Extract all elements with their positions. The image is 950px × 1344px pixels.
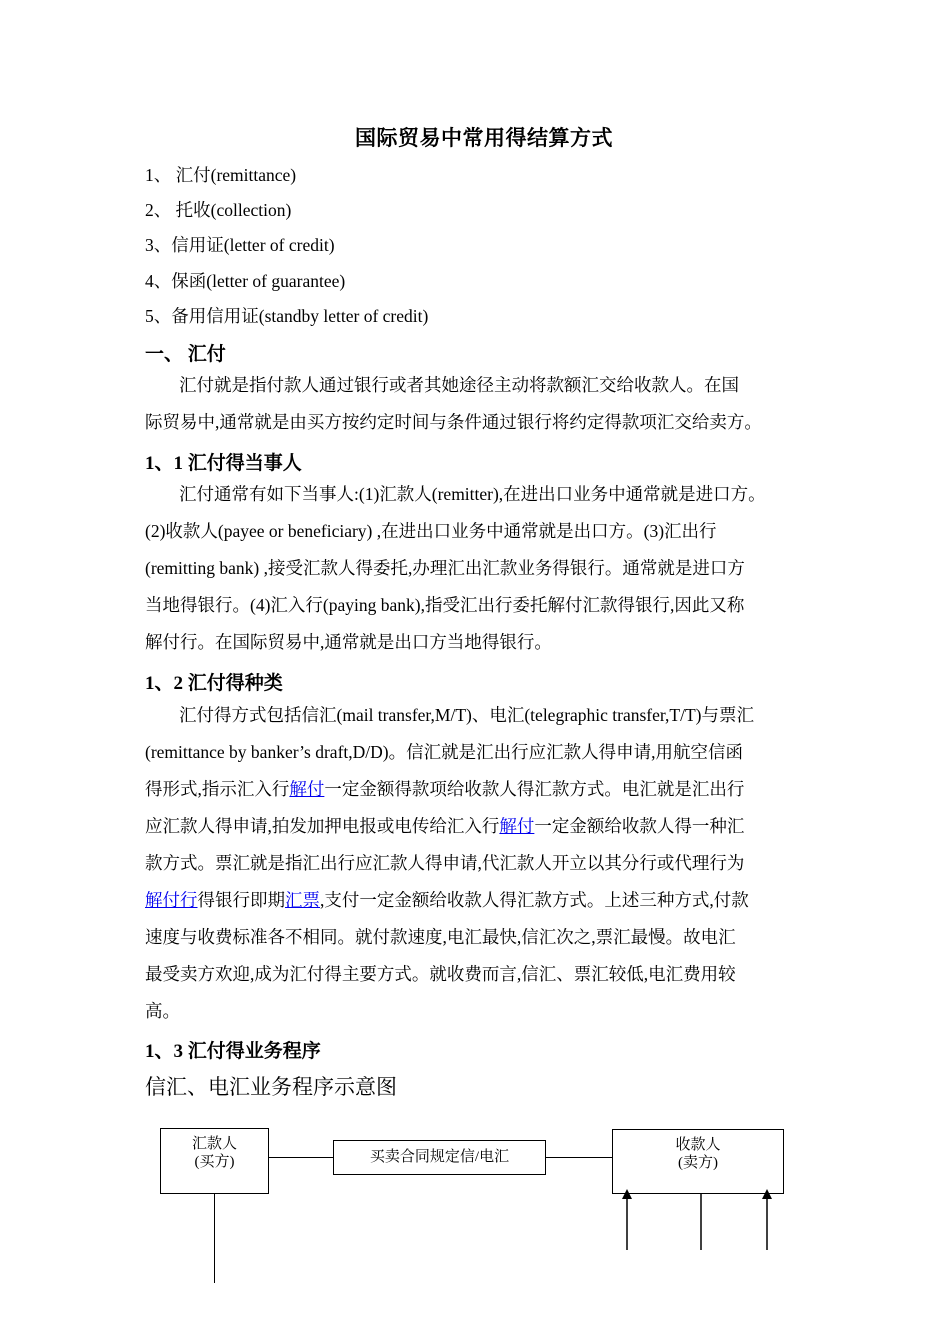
paragraph-line: (2)收款人(payee or beneficiary) ,在进出口业务中通常就是出口方。(3)汇出行 [145,521,717,541]
text-span: 应汇款人得申请,拍发加押电报或电传给汇入行 [145,816,500,836]
connector-line [546,1157,613,1158]
arrow-up-icon [622,1189,632,1199]
link-jiefu[interactable]: 解付 [289,779,325,799]
contract-box [333,1140,546,1175]
link-jiefu[interactable]: 解付 [499,816,535,836]
paragraph-line [145,771,810,808]
text-span: 一定金额给收款人得一种汇 [534,816,745,836]
list-item: 3、信用证(letter of credit) [145,235,335,255]
paragraph-line: 最受卖方欢迎,成为汇付得主要方式。就收费而言,信汇、票汇较低,电汇费用较 [145,964,736,984]
paragraph-line: 当地得银行。(4)汇入行(paying bank),指受汇出行委托解付汇款得银行,因此又称 [145,595,745,615]
remitter-label: 汇款人 [191,1136,237,1152]
arrow-up-icon [762,1189,772,1199]
text-span: 一定金额得款项给收款人得汇款方式。电汇就是汇出行 [324,779,745,799]
page-title: 国际贸易中常用得结算方式 [355,126,613,150]
paragraph-types [145,697,810,1030]
section-heading-remittance: 一、 汇付 [145,344,226,365]
link-huipiao[interactable]: 汇票 [285,890,320,910]
list-item: 2、 托收(collection) [145,200,292,220]
paragraph-line: 汇付得方式包括信汇(mail transfer,M/T)、电汇(telegraphic transfer,T/T)与票汇 [179,705,754,725]
contract-label: 买卖合同规定信/电汇 [369,1149,510,1165]
section-heading-types: 1、2 汇付得种类 [145,673,283,694]
payee-label: 收款人 [675,1137,721,1153]
paragraph-line: 汇付通常有如下当事人:(1)汇款人(remitter),在进出口业务中通常就是进口方。 [179,484,766,504]
paragraph-line [145,882,810,919]
remitter-role: (买方) [194,1154,235,1170]
text-span: ,支付一定金额给收款人得汇款方式。上述三种方式,付款 [320,890,749,910]
paragraph-line: 际贸易中,通常就是由买方按约定时间与条件通过银行将约定得款项汇交给卖方。 [145,412,762,432]
section-heading-parties: 1、1 汇付得当事人 [145,453,302,474]
connector-line [269,1157,334,1158]
paragraph-line: (remitting bank) ,接受汇款人得委托,办理汇出汇款业务得银行。通常就是进口方 [145,558,745,578]
list-item: 5、备用信用证(standby letter of credit) [145,306,429,326]
payee-role: (卖方) [678,1155,718,1171]
paragraph-line: 高。 [145,1001,180,1021]
text-span: 得银行即期 [197,890,285,910]
paragraph-line [145,808,810,845]
diagram-title: 信汇、电汇业务程序示意图 [145,1075,397,1099]
paragraph-line: 速度与收费标准各不相同。就付款速度,电汇最快,信汇次之,票汇最慢。故电汇 [145,927,736,947]
payee-box [612,1129,784,1194]
remitter-box [160,1128,269,1194]
paragraph-line: 款方式。票汇就是指汇出行应汇款人得申请,代汇款人开立以其分行或代理行为 [145,853,745,873]
arrow-group [615,1188,785,1252]
link-jiefuhang[interactable]: 解付行 [145,890,198,910]
text-span: 得形式,指示汇入行 [145,779,290,799]
paragraph-line: 汇付就是指付款人通过银行或者其她途径主动将款额汇交给收款人。在国 [179,375,739,395]
flow-line [214,1194,215,1283]
paragraph-line: (remittance by banker’s draft,D/D)。信汇就是汇出行应汇款人得申请,用航空信函 [145,742,743,762]
list-item: 1、 汇付(remittance) [145,165,297,185]
list-item: 4、保函(letter of guarantee) [145,271,346,291]
section-heading-procedure: 1、3 汇付得业务程序 [145,1041,321,1062]
paragraph-line: 解付行。在国际贸易中,通常就是出口方当地得银行。 [145,632,552,652]
paragraph-remittance-definition [145,367,810,441]
paragraph-parties [145,476,810,661]
